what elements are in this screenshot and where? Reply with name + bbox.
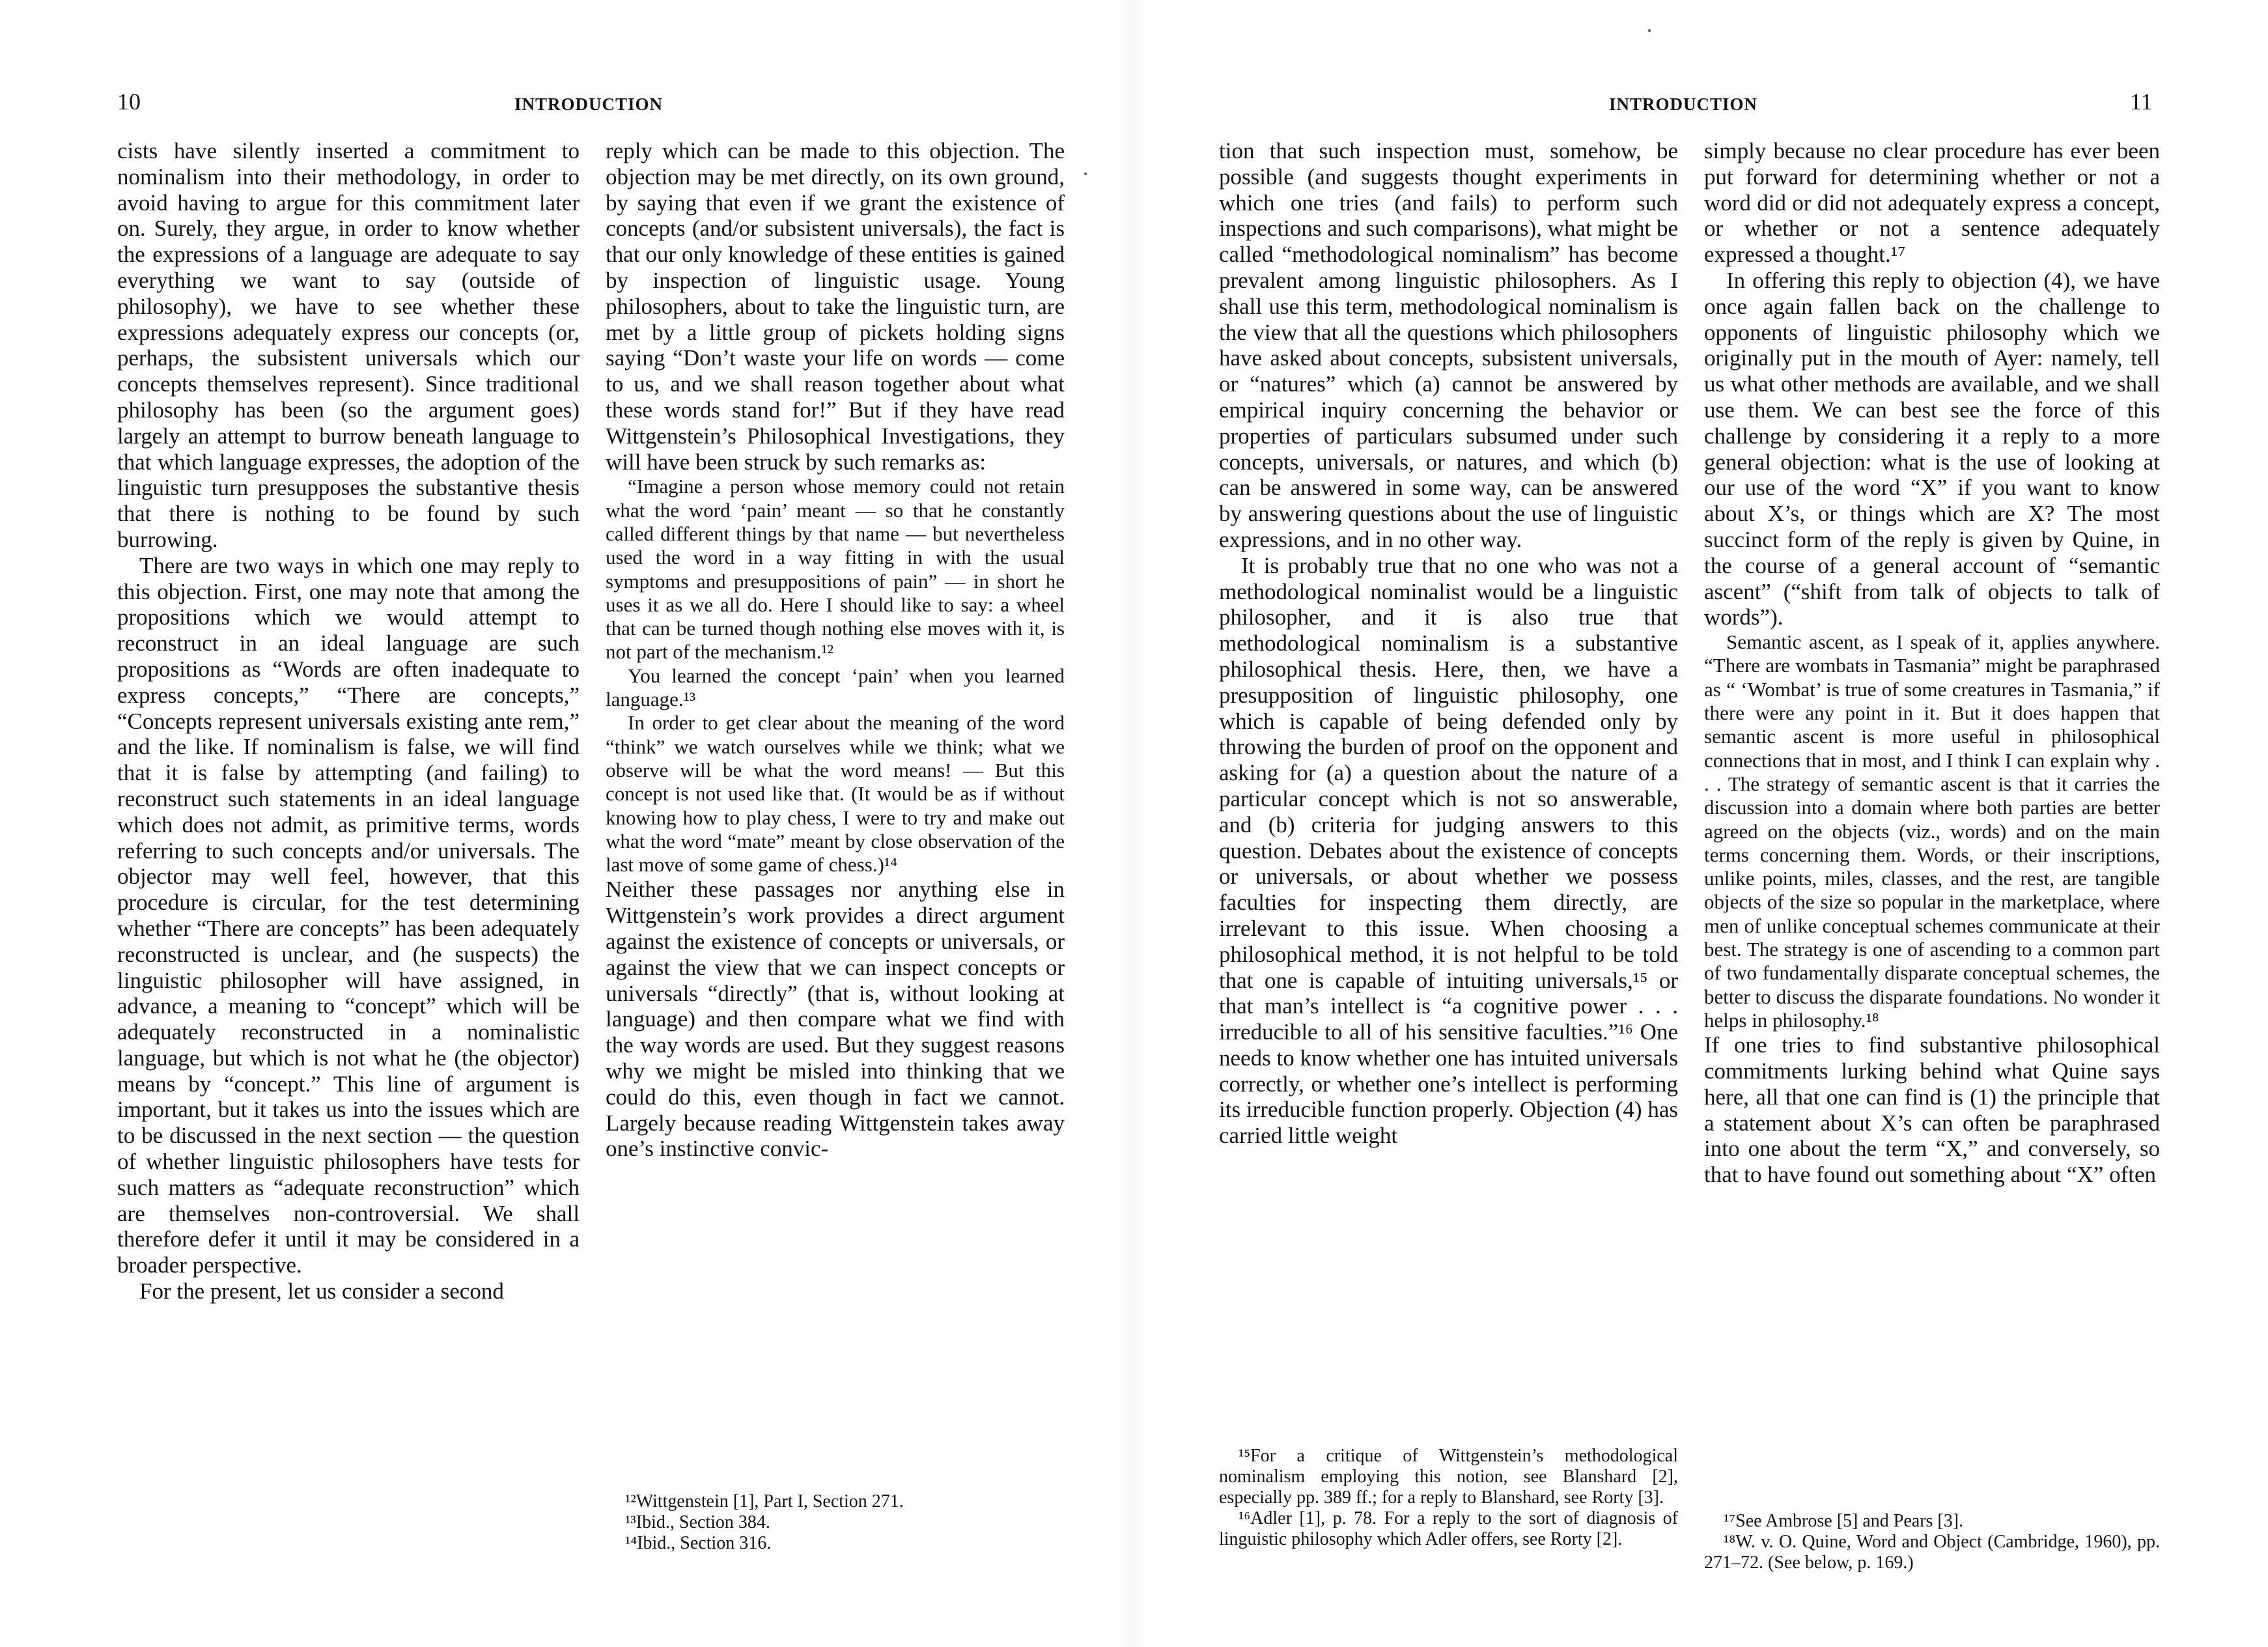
right-page-footnotes-left — [1219, 1446, 1678, 1550]
running-head: INTRODUCTION — [1609, 94, 1758, 114]
left-page-header — [0, 88, 1134, 120]
paragraph: reply which can be made to this objection. The objection may be met directly, on its own ground, by saying that even if we grant the existence of concepts (and/or subsistent universals), the fact is that our only knowledge of these entities is gained by inspection of linguistic usage. Young philosophers, about to take the linguistic turn, are met by a little group of pickets holding signs saying “Don’t waste your life on words — come to us, and we shall reason together about what these words stand for!” But if they have read Wittgenstein’s Philosophical Investigations, they will have been struck by such remarks as: — [606, 138, 1065, 475]
block-quote: You learned the concept ‘pain’ when you learned language.¹³ — [606, 664, 1065, 711]
right-page — [1134, 0, 2268, 1647]
footnote: ¹⁸W. v. O. Quine, Word and Object (Cambridge, 1960), pp. 271–72. (See below, p. 169.) — [1704, 1532, 2160, 1573]
footnote: ¹⁴Ibid., Section 316. — [625, 1533, 772, 1553]
running-head: INTRODUCTION — [514, 94, 664, 114]
paragraph: In offering this reply to objection (4), we have once again fallen back on the challenge to opponents of linguistic philosophy which we originally put in the mouth of Ayer: namely, tell us what other methods are available, and we shall use them. We can best see the force of this challenge by considering it a reply to a more general objection: what is the use of looking at our use of the word “X” if you want to know about X’s, or things which are X? The most succinct form of the reply is given by Quine, in the course of a general account of “semantic ascent” (“shift from talk of objects to talk of words”). — [1704, 267, 2160, 630]
block-quote: “Imagine a person whose memory could not retain what the word ‘pain’ meant — so that he constantly called different things by that name — but nevertheless used the word in a way fitting in with the usual symptoms and presuppositions of pain” — in short he uses it as we all do. Here I should like to say: a wheel that can be turned though nothing else moves with it, is not part of the mechanism.¹² — [606, 475, 1065, 664]
page-number: 11 — [2130, 89, 2153, 115]
block-quote: In order to get clear about the meaning of the word “think” we watch ourselves while we think; what we observe will be what the word means! — But this concept is not used like that. (It would be as if without knowing how to play chess, I were to try and make out what the word “mate” meant by close observation of the last move of some game of chess.)¹⁴ — [606, 711, 1065, 877]
print-speck — [1648, 29, 1651, 32]
footnote: ¹⁶Adler [1], p. 78. For a reply to the sort of diagnosis of linguistic philosophy which Adler offers, see Rorty [2]. — [1219, 1508, 1678, 1549]
footnote: ¹²Wittgenstein [1], Part I, Section 271. — [625, 1491, 904, 1512]
print-speck — [1084, 173, 1087, 175]
footnote: ¹⁵For a critique of Wittgenstein’s methodological nominalism employing this notion, see Blanshard [2], especially pp. 389 ff.; for a reply to Blanshard, see Rorty [3]. — [1219, 1446, 1678, 1508]
paragraph: tion that such inspection must, somehow, be possible (and suggests thought experiments in which one tries (and fails) to perform such inspections and such comparisons), what might be called “methodological nominalism” has become prevalent among linguistic philosophers. As I shall use this term, methodological nominalism is the view that all the questions which philosophers have asked about concepts, subsistent universals, or “natures” which (a) cannot be answered by empirical inquiry concerning the behavior or properties of particulars subsumed under such concepts, universals, or natures, and which (b) can be answered in some way, can be answered by answering questions about the use of linguistic expressions, and in no other way. — [1219, 138, 1678, 552]
page-number: 10 — [117, 89, 141, 115]
footnote: ¹³Ibid., Section 384. — [625, 1512, 770, 1532]
footnote: ¹⁷See Ambrose [5] and Pears [3]. — [1724, 1511, 1964, 1531]
left-page-footnotes — [606, 1491, 1065, 1554]
left-page-column-1 — [117, 138, 580, 1304]
paragraph: If one tries to find substantive philosophical commitments lurking behind what Quine says here, all that one can find is (1) the principle that a statement about X’s can often be paraphrased into one about the term “X,” and conversely, so that to have found out something about “X” often — [1704, 1032, 2160, 1188]
right-page-column-1 — [1219, 138, 1678, 1149]
paragraph: simply because no clear procedure has ever been put forward for determining whether or not a word did or did not adequately express a concept, or whether or not a sentence adequately expressed a thought.¹⁷ — [1704, 138, 2160, 268]
right-page-column-2 — [1704, 138, 2160, 1188]
paragraph: There are two ways in which one may reply to this objection. First, one may note that among the propositions which we would attempt to reconstruct in an ideal language are such propositions as “Words are often inadequate to express concepts,” “There are concepts,” “Concepts represent universals existing ante rem,” and the like. If nominalism is false, we will find that it is false by attempting (and failing) to reconstruct such statements in an ideal language which does not admit, as primitive terms, words referring to such concepts and/or universals. The objector may well feel, however, that this procedure is circular, for the test determining whether “There are concepts” has been adequately reconstructed is unclear, and (he suspects) the linguistic philosopher will have assigned, in advance, a meaning to “concept” which will be adequately reconstructed in a nominalistic language, but which is not what he (the objector) means by “concept.” This line of argument is important, but it takes us into the issues which are to be discussed in the next section — the question of whether linguistic philosophers have tests for such matters as “adequate reconstruction” which are themselves non-controversial. We shall therefore defer it until it may be considered in a broader perspective. — [117, 552, 580, 1278]
right-page-footnotes-right — [1704, 1511, 2160, 1573]
right-page-header — [1134, 88, 2268, 120]
paragraph: For the present, let us consider a second — [139, 1278, 504, 1304]
left-page-column-2 — [606, 138, 1065, 1162]
block-quote: Semantic ascent, as I speak of it, applies anywhere. “There are wombats in Tasmania” might be paraphrased as “ ‘Wombat’ is true of some creatures in Tasmania,” if there were any point in it. But it does happen that semantic ascent is more useful in philosophical connections that in most, and I think I can explain why . . . The strategy of semantic ascent is that it carries the discussion into a domain where both parties are better agreed on the objects (viz., words) and on the main terms concerning them. Words, or their inscriptions, unlike points, miles, classes, and the rest, are tangible objects of the size so popular in the marketplace, where men of unlike conceptual schemes communicate at their best. The strategy is one of ascending to a common part of two fundamentally disparate conceptual schemes, the better to discuss the disparate foundations. No wonder it helps in philosophy.¹⁸ — [1704, 630, 2160, 1032]
paragraph: Neither these passages nor anything else in Wittgenstein’s work provides a direct argument against the existence of concepts or universals, or against the view that we can inspect concepts or universals “directly” (that is, without looking at language) and then compare what we find with the way words are used. But they suggest reasons why we might be misled into thinking that we could do this, even though in fact we cannot. Largely because reading Wittgenstein takes away one’s instinctive convic- — [606, 877, 1065, 1162]
paragraph: It is probably true that no one who was not a methodological nominalist would be a linguistic philosopher, and it is also true that methodological nominalism is a substantive philosophical thesis. Here, then, we have a presupposition of linguistic philosophy, one which is capable of being defended only by throwing the burden of proof on the opponent and asking for (a) a question about the nature of a particular concept which is not so answerable, and (b) criteria for judging answers to this question. Debates about the existence of concepts or universals, or about whether we possess faculties for inspecting them directly, are irrelevant to this issue. When choosing a philosophical method, it is not helpful to be told that one is capable of intuiting universals,¹⁵ or that man’s intellect is “a cognitive power . . . irreducible to all of his sensitive faculties.”¹⁶ One needs to know whether one has intuited universals correctly, or whether one’s intellect is performing its irreducible function properly. Objection (4) has carried little weight — [1219, 552, 1678, 1149]
paragraph: cists have silently inserted a commitment to nominalism into their methodology, in order to avoid having to argue for this commitment later on. Surely, they argue, in order to know whether the expressions of a language are adequate to say everything we want to say (outside of philosophy), we have to see whether these expressions adequately express our concepts (or, perhaps, the subsistent universals which our concepts themselves represent). Since traditional philosophy has been (so the argument goes) largely an attempt to burrow beneath language to that which language expresses, the adoption of the linguistic turn presupposes the substantive thesis that there is nothing to be found by such burrowing. — [117, 138, 580, 552]
